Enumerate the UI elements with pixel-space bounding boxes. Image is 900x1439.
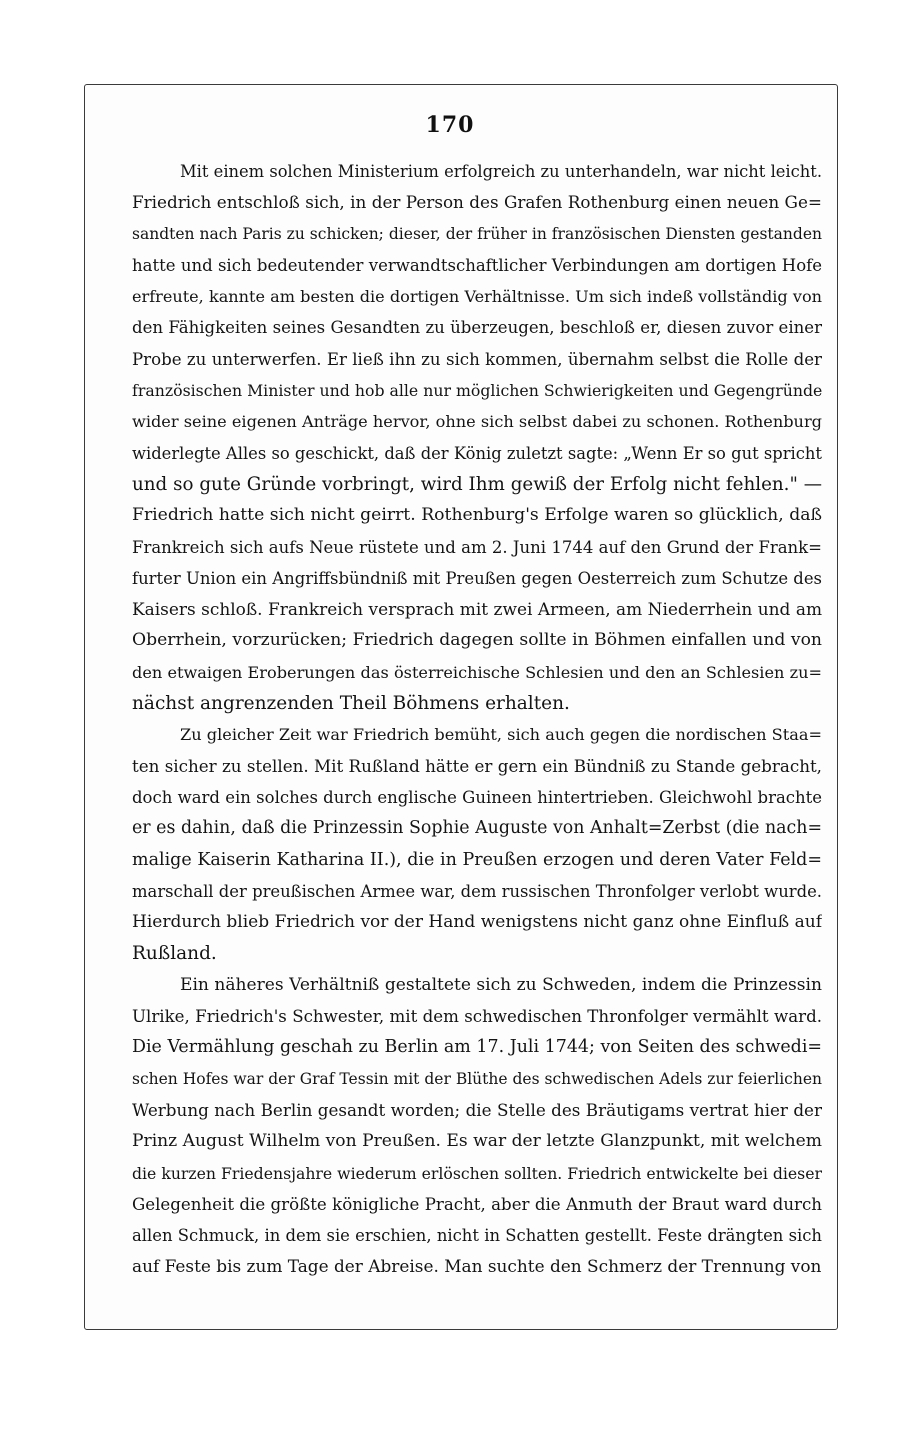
text-line: wider seine eigenen Anträge hervor, ohne sich selbst dabei zu schonen. Rothenburg [132,412,822,432]
text-line: erfreute, kannte am besten die dortigen Verhältnisse. Um sich indeß vollständig von [132,287,822,307]
text-line: Die Vermählung geschah zu Berlin am 17. Juli 1744; von Seiten des schwedi= [132,1037,822,1058]
text-line: er es dahin, daß die Prinzessin Sophie Auguste von Anhalt=Zerbst (die nach= [132,818,822,839]
text-line: Friedrich hatte sich nicht geirrt. Rothenburg's Erfolge waren so glücklich, daß [132,505,822,526]
text-line: den Fähigkeiten seines Gesandten zu überzeugen, beschloß er, diesen zuvor einer [132,318,822,338]
text-line: hatte und sich bedeutender verwandtschaftlicher Verbindungen am dortigen Hofe [132,255,822,275]
text-line: Rußland. [132,943,217,965]
body-text [132,156,822,1283]
text-line: ten sicher zu stellen. Mit Rußland hätte er gern ein Bündniß zu Stande gebracht, [132,755,822,776]
text-line: Hierdurch blieb Friedrich vor der Hand wenigstens nicht ganz ohne Einfluß auf [132,912,822,933]
text-line: furter Union ein Angriffsbündniß mit Preußen gegen Oesterreich zum Schutze des [132,568,822,588]
text-line: und so gute Gründe vorbringt, wird Ihm gewiß der Erfolg nicht fehlen." — [132,473,822,495]
text-line: Zu gleicher Zeit war Friedrich bemüht, sich auch gegen die nordischen Staa= [180,725,822,745]
text-line: Ulrike, Friedrich's Schwester, mit dem schwedischen Thronfolger vermählt ward. [132,1007,822,1027]
text-line: Probe zu unterwerfen. Er ließ ihn zu sich kommen, übernahm selbst die Rolle der [132,349,822,369]
text-line: den etwaigen Eroberungen das österreichische Schlesien und den an Schlesien zu= [132,662,822,682]
text-line: Frankreich sich aufs Neue rüstete und am 2. Juni 1744 auf den Grund der Frank= [132,537,822,557]
text-line: doch ward ein solches durch englische Guineen hintertrieben. Gleichwohl brachte [132,787,822,807]
text-line: sandten nach Paris zu schicken; dieser, der früher in französischen Diensten gestanden [132,224,822,243]
text-line: auf Feste bis zum Tage der Abreise. Man suchte den Schmerz der Trennung von [132,1256,822,1277]
text-line: Ein näheres Verhältniß gestaltete sich zu Schweden, indem die Prinzessin [180,974,822,995]
text-line: Prinz August Wilhelm von Preußen. Es war der letzte Glanzpunkt, mit welchem [132,1131,822,1152]
paragraph [132,156,822,719]
text-line: die kurzen Friedensjahre wiederum erlöschen sollten. Friedrich entwickelte bei dieser [132,1163,822,1183]
text-line: Friedrich entschloß sich, in der Person des Grafen Rothenburg einen neuen Ge= [132,192,822,213]
text-line: Kaisers schloß. Frankreich versprach mit zwei Armeen, am Niederrhein und am [132,599,822,620]
paragraph [132,719,822,969]
text-line: nächst angrenzenden Theil Böhmens erhalten. [132,693,570,715]
text-line: marschall der preußischen Armee war, dem russischen Thronfolger verlobt wurde. [132,881,822,901]
paragraph [132,970,822,1283]
text-line: Werbung nach Berlin gesandt worden; die Stelle des Bräutigams vertrat hier der [132,1099,822,1120]
text-line: allen Schmuck, in dem sie erschien, nicht in Schatten gestellt. Feste drängten sich [132,1226,822,1246]
text-line: malige Kaiserin Katharina II.), die in Preußen erzogen und deren Vater Feld= [132,849,822,870]
text-line: Gelegenheit die größte königliche Pracht, aber die Anmuth der Braut ward durch [132,1194,822,1214]
text-line: schen Hofes war der Graf Tessin mit der Blüthe des schwedischen Adels zur feierlichen [132,1069,822,1088]
text-line: widerlegte Alles so geschickt, daß der König zuletzt sagte: „Wenn Er so gut spricht [132,443,822,463]
text-line: Mit einem solchen Ministerium erfolgreich zu unterhandeln, war nicht leicht. [180,162,822,181]
text-line: Oberrhein, vorzurücken; Friedrich dagegen sollte in Böhmen einfallen und von [132,630,822,651]
page-number: 170 [425,112,475,138]
text-line: französischen Minister und hob alle nur möglichen Schwierigkeiten und Gegengründe [132,381,822,401]
